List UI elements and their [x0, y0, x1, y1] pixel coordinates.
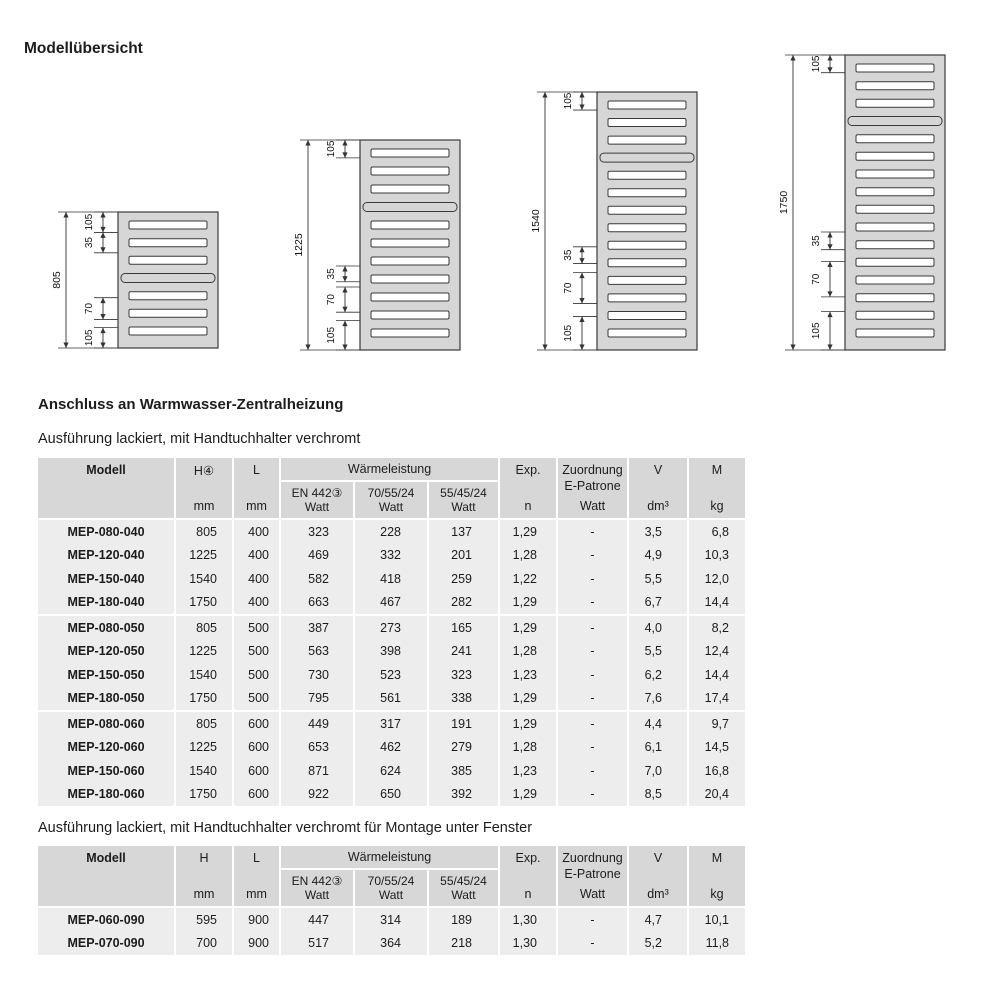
cell-value: 469	[281, 544, 353, 568]
svg-text:35: 35	[563, 249, 574, 261]
cell-value: 12,4	[689, 640, 745, 664]
radiator-drawing-1540	[529, 80, 699, 367]
table-group	[38, 908, 745, 955]
table-group	[38, 520, 745, 614]
cell-value: 4,0	[629, 616, 687, 640]
cell-value: 1750	[176, 783, 232, 807]
cell-model: MEP-120-050	[38, 640, 174, 664]
cell-value: 400	[234, 544, 279, 568]
cell-value: 4,4	[629, 712, 687, 736]
section-heading: Anschluss an Warmwasser-Zentralheizung	[38, 396, 344, 413]
svg-text:105: 105	[811, 55, 822, 73]
cell-value: 282	[429, 591, 498, 615]
header-waermeleistung: Wärmeleistung	[281, 458, 498, 482]
cell-model: MEP-150-040	[38, 567, 174, 591]
cell-value: 500	[234, 663, 279, 687]
header-exp: Exp. n	[500, 846, 556, 906]
cell-value: 922	[281, 783, 353, 807]
cell-model: MEP-120-060	[38, 736, 174, 760]
cell-value: 279	[429, 736, 498, 760]
cell-value: 663	[281, 591, 353, 615]
header-v: V dm³	[629, 846, 687, 906]
radiator-drawing-805	[50, 200, 220, 365]
cell-value: 8,5	[629, 783, 687, 807]
radiator-drawing-1225	[292, 128, 462, 367]
svg-text:70: 70	[563, 282, 574, 294]
cell-model: MEP-180-040	[38, 591, 174, 615]
cell-value: 1,23	[500, 663, 556, 687]
cell-value: 17,4	[689, 687, 745, 711]
cell-value: 730	[281, 663, 353, 687]
svg-text:105: 105	[84, 329, 95, 347]
cell-value: 700	[176, 932, 232, 956]
cell-value: 4,7	[629, 908, 687, 932]
cell-value: 9,7	[689, 712, 745, 736]
cell-model: MEP-180-060	[38, 783, 174, 807]
cell-value: 364	[355, 932, 427, 956]
cell-value: 10,3	[689, 544, 745, 568]
cell-value: 6,8	[689, 520, 745, 544]
cell-value: 332	[355, 544, 427, 568]
cell-value: 653	[281, 736, 353, 760]
cell-model: MEP-150-050	[38, 663, 174, 687]
cell-value: 1,29	[500, 616, 556, 640]
cell-value: 871	[281, 759, 353, 783]
cell-value: 201	[429, 544, 498, 568]
cell-value: -	[558, 544, 627, 568]
cell-value: -	[558, 663, 627, 687]
cell-value: -	[558, 687, 627, 711]
cell-value: -	[558, 712, 627, 736]
cell-value: 16,8	[689, 759, 745, 783]
cell-value: 1750	[176, 687, 232, 711]
cell-value: 259	[429, 567, 498, 591]
cell-value: 3,5	[629, 520, 687, 544]
svg-text:105: 105	[811, 322, 822, 340]
header-55-45-24: 55/45/24 Watt	[429, 482, 498, 518]
cell-value: 6,1	[629, 736, 687, 760]
cell-value: 1225	[176, 544, 232, 568]
cell-value: 517	[281, 932, 353, 956]
svg-text:805: 805	[51, 271, 63, 289]
cell-value: 12,0	[689, 567, 745, 591]
cell-value: 795	[281, 687, 353, 711]
header-m: M kg	[689, 458, 745, 518]
cell-value: 1540	[176, 759, 232, 783]
cell-value: 600	[234, 712, 279, 736]
cell-value: 228	[355, 520, 427, 544]
cell-model: MEP-120-040	[38, 544, 174, 568]
cell-value: -	[558, 616, 627, 640]
svg-text:105: 105	[326, 326, 337, 344]
cell-value: 805	[176, 712, 232, 736]
cell-value: 561	[355, 687, 427, 711]
cell-value: 418	[355, 567, 427, 591]
cell-value: 385	[429, 759, 498, 783]
cell-value: 805	[176, 616, 232, 640]
cell-value: -	[558, 640, 627, 664]
cell-value: 1225	[176, 640, 232, 664]
svg-text:1540: 1540	[530, 209, 542, 233]
cell-value: 600	[234, 759, 279, 783]
cell-value: 1,29	[500, 712, 556, 736]
cell-value: 400	[234, 567, 279, 591]
cell-value: 400	[234, 520, 279, 544]
cell-value: 600	[234, 736, 279, 760]
cell-value: 5,5	[629, 640, 687, 664]
header-55-45-24: 55/45/24 Watt	[429, 870, 498, 906]
cell-value: 600	[234, 783, 279, 807]
header-m: M kg	[689, 846, 745, 906]
cell-value: 14,4	[689, 663, 745, 687]
cell-value: 1,28	[500, 736, 556, 760]
cell-value: 10,1	[689, 908, 745, 932]
cell-value: 14,4	[689, 591, 745, 615]
header-l: L mm	[234, 458, 279, 518]
cell-value: 241	[429, 640, 498, 664]
svg-text:70: 70	[326, 294, 337, 306]
table-under-window	[38, 846, 745, 955]
svg-text:105: 105	[563, 92, 574, 110]
cell-value: 467	[355, 591, 427, 615]
cell-value: 1,29	[500, 687, 556, 711]
svg-text:35: 35	[326, 268, 337, 280]
cell-value: 523	[355, 663, 427, 687]
cell-value: 1,29	[500, 591, 556, 615]
cell-value: 338	[429, 687, 498, 711]
header-exp: Exp. n	[500, 458, 556, 518]
header-h: H mm	[176, 846, 232, 906]
cell-value: 500	[234, 616, 279, 640]
cell-value: 900	[234, 932, 279, 956]
table-central-heating	[38, 458, 745, 806]
cell-value: 137	[429, 520, 498, 544]
header-h: H④ mm	[176, 458, 232, 518]
cell-model: MEP-080-040	[38, 520, 174, 544]
cell-value: 398	[355, 640, 427, 664]
cell-value: 323	[281, 520, 353, 544]
header-70-55-24: 70/55/24 Watt	[355, 482, 427, 518]
cell-value: 447	[281, 908, 353, 932]
cell-value: 11,8	[689, 932, 745, 956]
table-group	[38, 712, 745, 806]
cell-value: 900	[234, 908, 279, 932]
cell-value: 462	[355, 736, 427, 760]
cell-value: -	[558, 736, 627, 760]
cell-value: 563	[281, 640, 353, 664]
cell-value: 317	[355, 712, 427, 736]
cell-value: -	[558, 591, 627, 615]
table1-caption: Ausführung lackiert, mit Handtuchhalter verchromt	[38, 431, 361, 447]
cell-value: 7,6	[629, 687, 687, 711]
cell-value: 14,5	[689, 736, 745, 760]
cell-value: 7,0	[629, 759, 687, 783]
cell-model: MEP-080-060	[38, 712, 174, 736]
svg-text:105: 105	[563, 324, 574, 342]
header-waermeleistung: Wärmeleistung	[281, 846, 498, 870]
cell-model: MEP-060-090	[38, 908, 174, 932]
svg-text:35: 35	[84, 237, 95, 249]
cell-value: 6,7	[629, 591, 687, 615]
cell-value: 650	[355, 783, 427, 807]
cell-value: 1,30	[500, 932, 556, 956]
cell-value: 805	[176, 520, 232, 544]
cell-value: -	[558, 520, 627, 544]
header-zuordnung: Zuordnung E-Patrone Watt	[558, 846, 627, 906]
cell-value: -	[558, 567, 627, 591]
page-title: Modellübersicht	[24, 40, 143, 57]
table-header	[38, 846, 745, 906]
svg-text:70: 70	[84, 302, 95, 315]
cell-value: 20,4	[689, 783, 745, 807]
cell-value: -	[558, 908, 627, 932]
header-modell: Modell	[38, 458, 174, 518]
cell-value: 1,22	[500, 567, 556, 591]
cell-model: MEP-070-090	[38, 932, 174, 956]
header-70-55-24: 70/55/24 Watt	[355, 870, 427, 906]
cell-value: 1,29	[500, 520, 556, 544]
svg-text:35: 35	[811, 235, 822, 247]
cell-value: 1750	[176, 591, 232, 615]
table-body	[38, 908, 745, 955]
cell-value: 8,2	[689, 616, 745, 640]
cell-value: -	[558, 759, 627, 783]
svg-text:1750: 1750	[778, 190, 790, 215]
cell-value: 5,2	[629, 932, 687, 956]
table2-caption: Ausführung lackiert, mit Handtuchhalter verchromt für Montage unter Fenster	[38, 820, 533, 836]
cell-value: 1225	[176, 736, 232, 760]
cell-value: 1,30	[500, 908, 556, 932]
cell-value: 582	[281, 567, 353, 591]
cell-value: 1,23	[500, 759, 556, 783]
cell-value: 400	[234, 591, 279, 615]
cell-value: 191	[429, 712, 498, 736]
cell-value: 4,9	[629, 544, 687, 568]
cell-model: MEP-180-050	[38, 687, 174, 711]
cell-value: 314	[355, 908, 427, 932]
header-v: V dm³	[629, 458, 687, 518]
cell-value: 1540	[176, 663, 232, 687]
table-group	[38, 616, 745, 710]
cell-value: 595	[176, 908, 232, 932]
svg-text:70: 70	[811, 273, 822, 285]
cell-value: 6,2	[629, 663, 687, 687]
cell-model: MEP-080-050	[38, 616, 174, 640]
header-en442: EN 442③ Watt	[281, 482, 353, 518]
radiator-drawing-1750	[777, 43, 947, 367]
cell-value: 323	[429, 663, 498, 687]
cell-value: 5,5	[629, 567, 687, 591]
cell-value: 624	[355, 759, 427, 783]
cell-value: 1,29	[500, 783, 556, 807]
cell-value: 449	[281, 712, 353, 736]
cell-value: 218	[429, 932, 498, 956]
svg-text:105: 105	[84, 213, 95, 231]
table-body	[38, 520, 745, 806]
cell-value: -	[558, 783, 627, 807]
cell-value: 392	[429, 783, 498, 807]
cell-value: 165	[429, 616, 498, 640]
cell-value: 1540	[176, 567, 232, 591]
cell-value: 1,28	[500, 640, 556, 664]
cell-model: MEP-150-060	[38, 759, 174, 783]
header-zuordnung: Zuordnung E-Patrone Watt	[558, 458, 627, 518]
svg-text:1225: 1225	[293, 233, 305, 257]
cell-value: 1,28	[500, 544, 556, 568]
header-l: L mm	[234, 846, 279, 906]
header-en442: EN 442③ Watt	[281, 870, 353, 906]
cell-value: 387	[281, 616, 353, 640]
cell-value: 500	[234, 687, 279, 711]
header-modell: Modell	[38, 846, 174, 906]
cell-value: 189	[429, 908, 498, 932]
cell-value: -	[558, 932, 627, 956]
table-header	[38, 458, 745, 518]
cell-value: 500	[234, 640, 279, 664]
svg-text:105: 105	[326, 140, 337, 158]
cell-value: 273	[355, 616, 427, 640]
